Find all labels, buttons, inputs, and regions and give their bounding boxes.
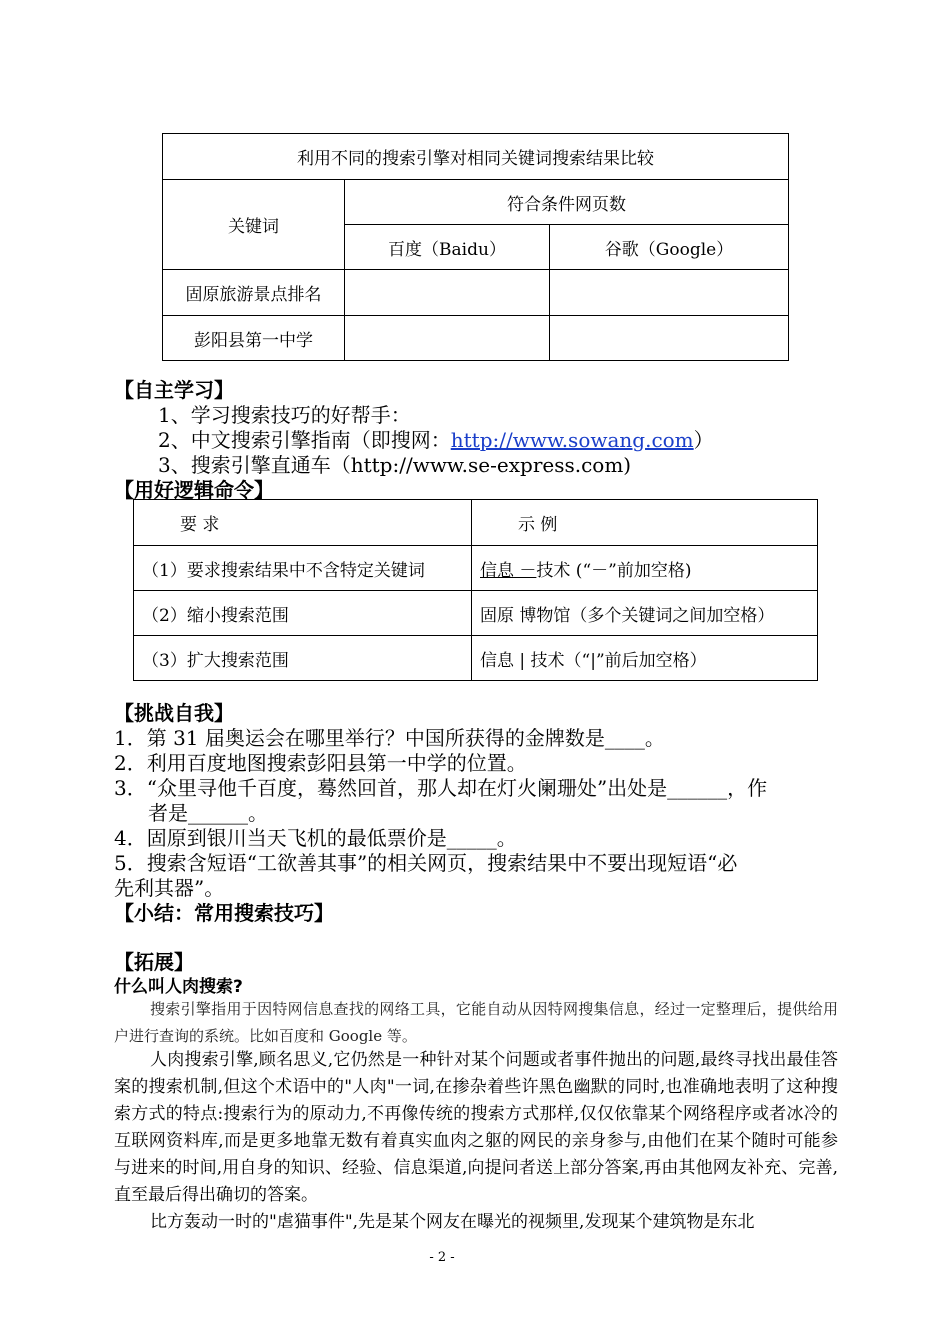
logic-heading: 【用好逻辑命令】	[114, 478, 274, 502]
example-cell	[472, 636, 818, 681]
baidu-cell	[345, 316, 550, 361]
table-row	[134, 636, 818, 681]
example-cell	[472, 546, 818, 591]
challenge-heading: 【挑战自我】	[114, 701, 234, 725]
challenge-q5-line2: 先利其器”。	[114, 876, 225, 900]
challenge-q1: 1．第 31 届奥运会在哪里举行？中国所获得的金牌数是____。	[114, 726, 665, 750]
example-text: 技术 (“－”前加空格)	[536, 560, 692, 581]
example-text: 信息 | 技术（“|”前后加空格）	[480, 650, 707, 671]
extension-heading: 【拓展】	[114, 950, 194, 974]
self-study-item-2-suffix: ）	[693, 428, 714, 452]
self-study-heading: 【自主学习】	[114, 378, 234, 402]
example-text: 固原 博物馆（多个关键词之间加空格）	[480, 605, 775, 626]
table-row	[163, 270, 789, 316]
extension-paragraph-1: 搜索引擎指用于因特网信息查找的网络工具，它能自动从因特网搜集信息，经过一定整理后，提供给用户进行查询的系统。比如百度和 Google 等。	[114, 1000, 838, 1045]
extension-paragraph-3: 比方轰动一时的"虐猫事件",先是某个网友在曝光的视频里,发现某个建筑物是东北	[150, 1212, 755, 1232]
extension-paragraph-2: 人肉搜索引擎,顾名思义,它仍然是一种针对某个问题或者事件抛出的问题,最终寻找出最佳答案的搜索机制,但这个术语中的"人肉"一词,在掺杂着些许黑色幽默的同时,也准确地表明了这种搜索方式的特点:搜索行为的原动力,不再像传统的搜索方式那样,仅仅依靠某个网络程序或者冰冷的互联网资料库,而是更多地靠无数有着真实血肉之躯的网民的亲身参与,由他们在某个随时可能参与进来的时间,用自身的知识、经验、信息渠道,向提问者送上部分答案,再由其他网友补充、完善,直至最后得出确切的答案。	[114, 1050, 838, 1205]
matching-pages-header: 符合条件网页数	[345, 180, 789, 225]
extension-subheading: 什么叫人肉搜索?	[114, 977, 243, 997]
requirement-cell: （3）扩大搜索范围	[134, 636, 472, 681]
google-cell	[550, 316, 789, 361]
google-header: 谷歌（Google）	[550, 225, 789, 270]
keyword-cell: 固原旅游景点排名	[163, 270, 345, 316]
keyword-header: 关键词	[163, 180, 345, 270]
google-cell	[550, 270, 789, 316]
challenge-q5-line1: 5．搜索含短语“工欲善其事”的相关网页，搜索结果中不要出现短语“必	[114, 851, 738, 875]
summary-heading: 【小结：常用搜索技巧】	[114, 901, 334, 925]
table-row	[134, 591, 818, 636]
table-row	[134, 546, 818, 591]
example-cell	[472, 591, 818, 636]
challenge-q4: 4．固原到银川当天飞机的最低票价是_____。	[114, 826, 517, 850]
self-study-item-1: 1、学习搜索技巧的好帮手：	[158, 403, 411, 427]
self-study-item-3: 3、搜索引擎直通车（http://www.se-express.com)	[158, 453, 632, 477]
table-row	[163, 316, 789, 361]
challenge-q3-line2: 者是______。	[148, 801, 268, 825]
page-number: - 2 -	[429, 1250, 455, 1265]
logic-table	[133, 499, 818, 681]
keyword-cell: 彭阳县第一中学	[163, 316, 345, 361]
comparison-table-title: 利用不同的搜索引擎对相同关键词搜索结果比较	[163, 134, 789, 180]
comparison-table	[162, 133, 789, 361]
requirement-cell: （2）缩小搜索范围	[134, 591, 472, 636]
challenge-q2: 2．利用百度地图搜索彭阳县第一中学的位置。	[114, 751, 527, 775]
requirement-cell: （1）要求搜索结果中不含特定关键词	[134, 546, 472, 591]
example-underlined: 信息 －	[480, 560, 537, 581]
baidu-header: 百度（Baidu）	[345, 225, 550, 270]
challenge-q3-line1: 3．“众里寻他千百度，蓦然回首，那人却在灯火阑珊处”出处是______，作	[114, 776, 768, 800]
requirement-header: 要 求	[134, 500, 472, 546]
sowang-link[interactable]: http://www.sowang.com	[450, 428, 694, 452]
self-study-item-2-prefix: 2、中文搜索引擎指南（即搜网：	[158, 428, 451, 452]
example-header: 示 例	[472, 500, 818, 546]
baidu-cell	[345, 270, 550, 316]
